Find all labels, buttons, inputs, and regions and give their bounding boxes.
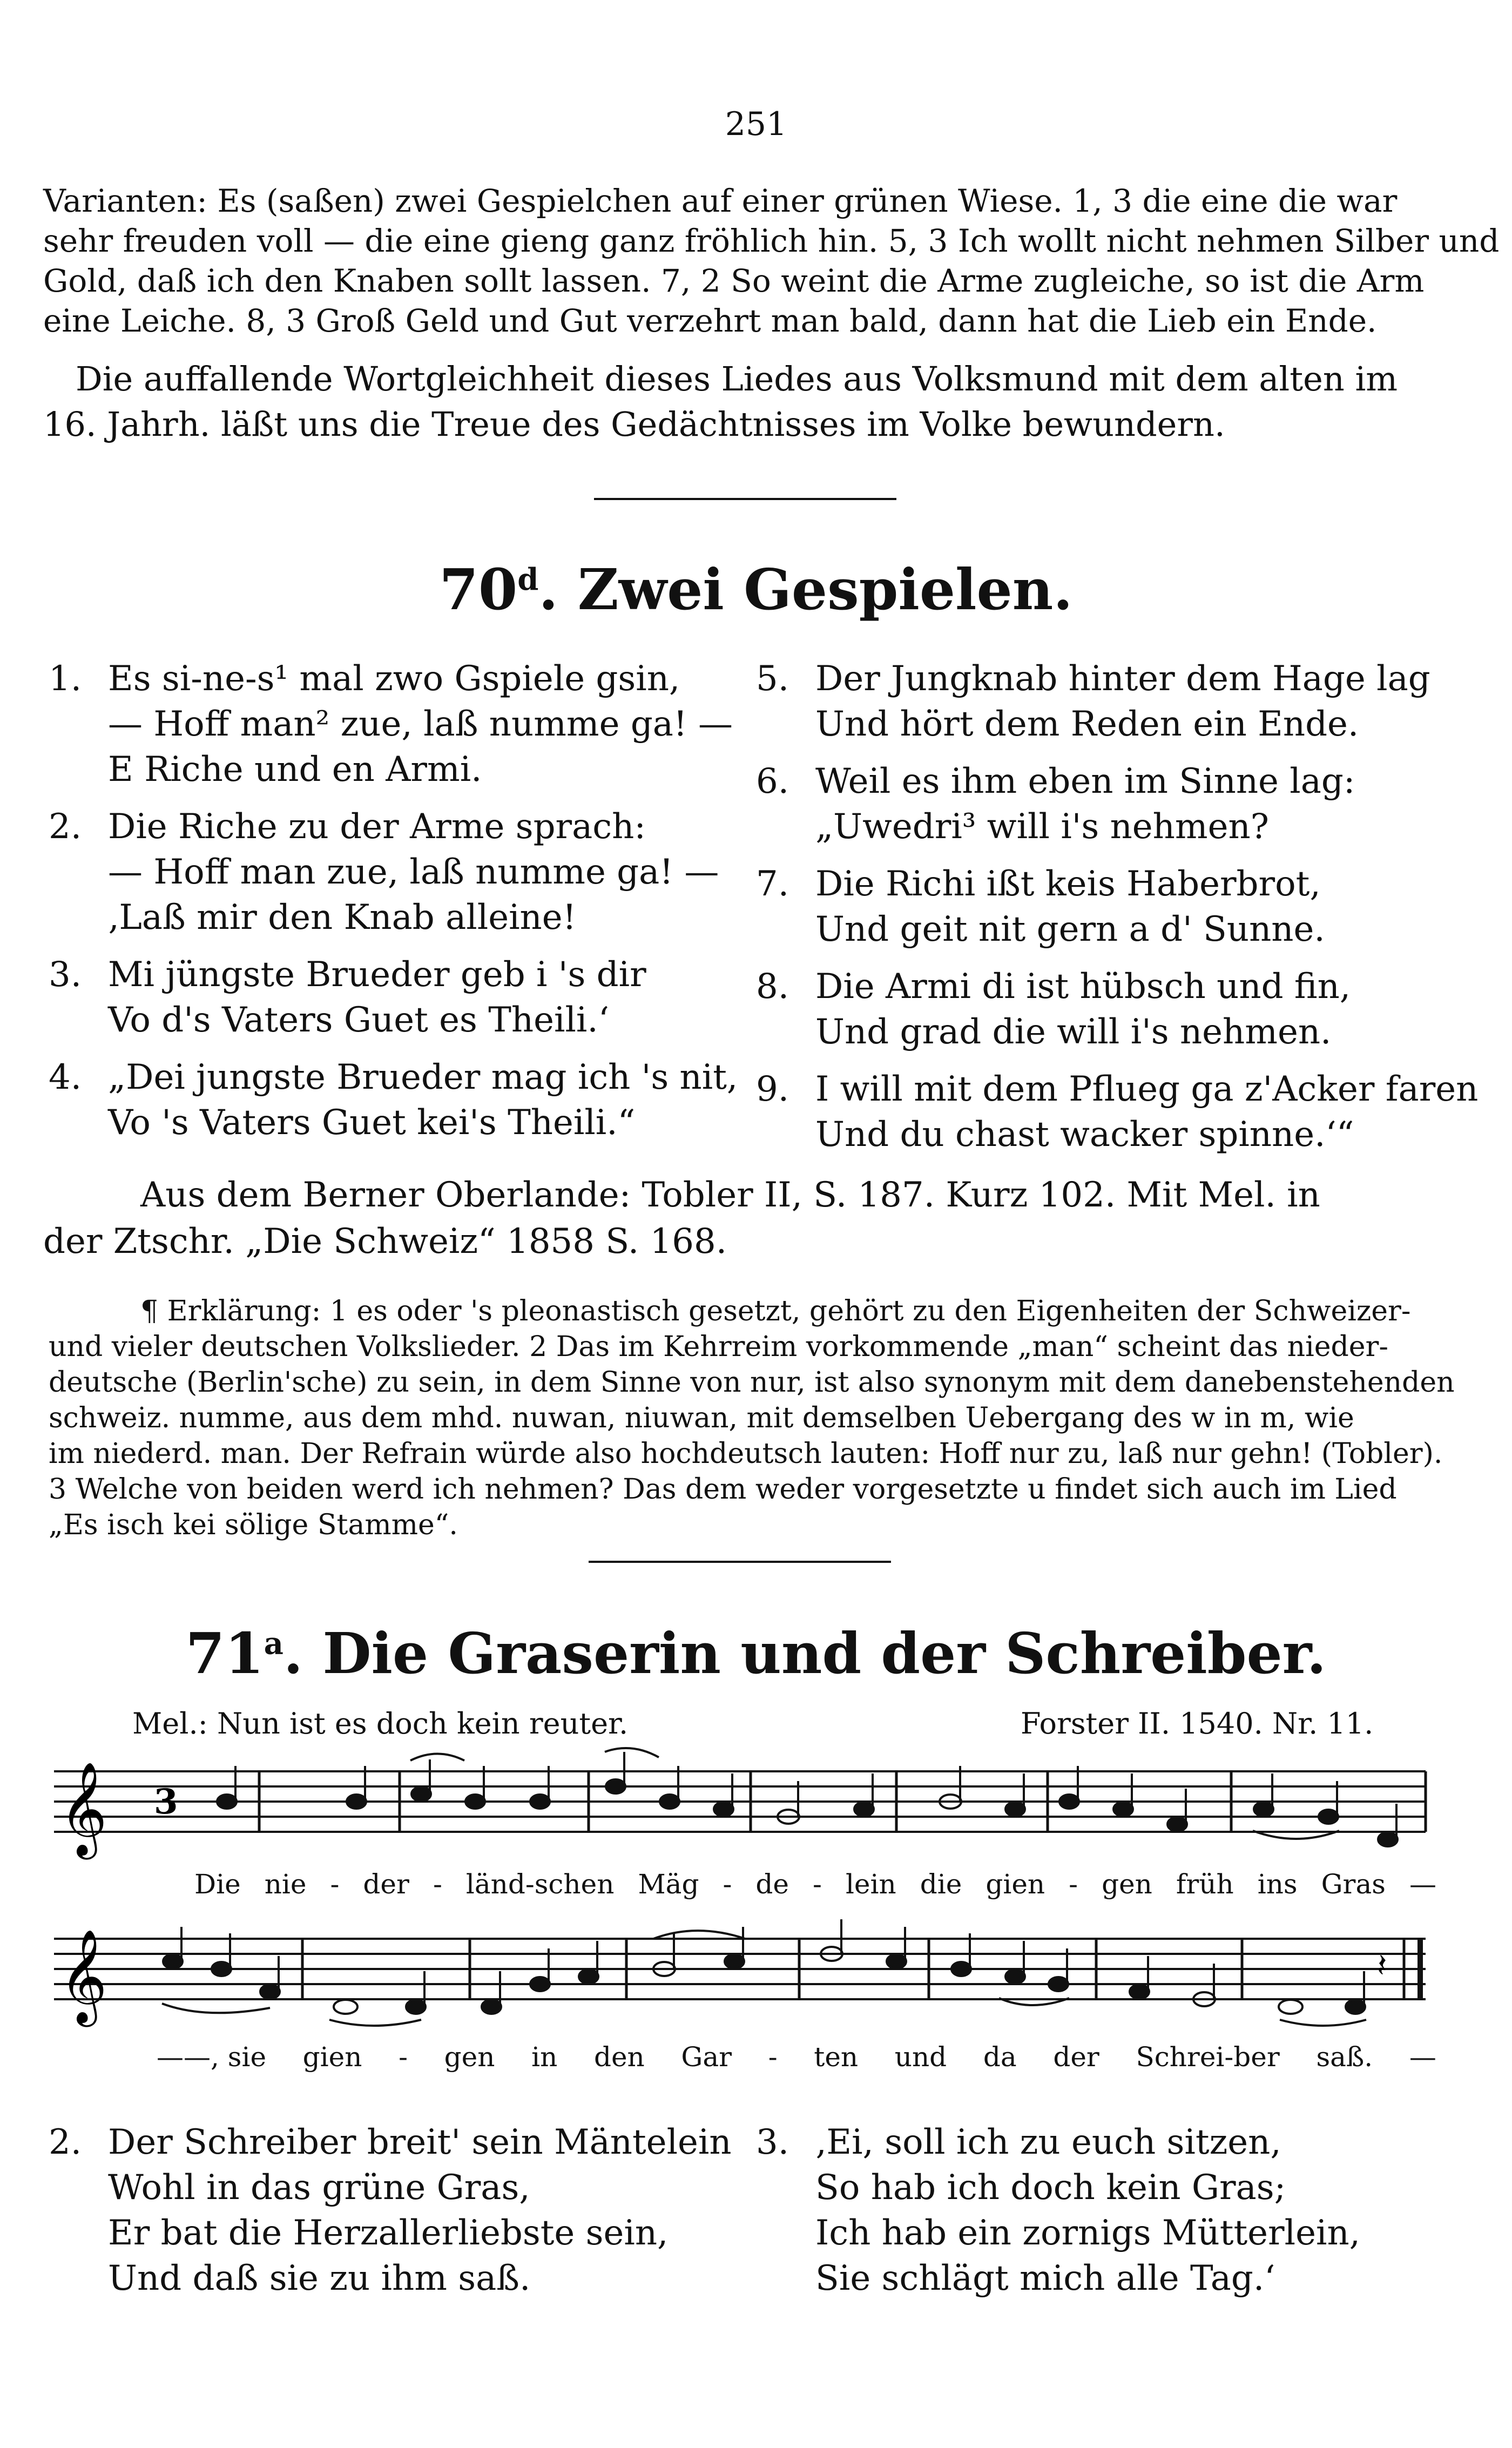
song-70-explanation: [49, 1293, 1474, 1543]
lyric-syllable: -: [723, 1869, 732, 1900]
lyric-syllable: saß.: [1316, 2041, 1373, 2073]
song-number-suffix: a: [264, 1626, 284, 1662]
lyric-syllable: ten: [814, 2041, 859, 2073]
stanza: [756, 759, 1480, 849]
verse-line: Und geit nit gern a d' Sunne.: [815, 909, 1325, 949]
song-70-title: 70$^d$. Zwei Gespielen.: [439, 556, 1073, 623]
song-title: Die Graserin und der Schreiber.: [322, 1620, 1327, 1687]
stanza-number: 2.: [49, 2122, 82, 2162]
lyric-syllable: die: [920, 1869, 962, 1900]
source-reference: Forster II. 1540. Nr. 11.: [1021, 1707, 1374, 1741]
verse-line: Mi jüngste Brueder geb i 's dir: [108, 955, 646, 995]
song-71-left-column: [49, 2120, 751, 2313]
stanza: [49, 804, 751, 940]
variants-line: eine Leiche. 8, 3 Groß Geld und Gut verzehrt man bald, dann hat die Lieb ein Ende.: [43, 302, 1377, 339]
slurs: [162, 1931, 1366, 2026]
verse-line: ‚Laß mir den Knab alleine!: [108, 898, 577, 938]
verse-line: „Uwedri³ will i's nehmen?: [815, 807, 1269, 847]
song-70-right-column: [756, 656, 1480, 1169]
explanation-line: und vieler deutschen Volkslieder. 2 Das im Kehrreim vorkommende „man“ scheint das nieder-: [49, 1331, 1388, 1363]
stanza: [49, 656, 751, 792]
stanza-number: 6.: [756, 761, 789, 801]
music-staff-1: [54, 1744, 1436, 1874]
lyric-syllable: der: [1053, 2041, 1099, 2073]
treble-clef-icon: 𝄞: [59, 1762, 107, 1856]
variants-paragraph: [43, 181, 1500, 341]
stanza: [756, 861, 1480, 952]
verse-line: Vo d's Vaters Guet es Theili.‘: [108, 1000, 610, 1040]
lyric-syllable: länd-schen: [465, 1869, 615, 1900]
lyric-syllable: —: [1409, 2041, 1436, 2073]
verse-line: Ich hab ein zornigs Mütterlein,: [815, 2213, 1360, 2253]
verse-line: Die Richi ißt keis Haberbrot,: [815, 864, 1321, 904]
verse-line: Es si-ne-s¹ mal zwo Gspiele gsin,: [108, 659, 680, 699]
song-title: Zwei Gespielen.: [577, 556, 1073, 623]
verse-line: Und hört dem Reden ein Ende.: [815, 704, 1359, 744]
stanza-number: 1.: [49, 659, 82, 699]
stanza: [49, 2120, 751, 2301]
verse-line: Und du chast wacker spinne.‘“: [815, 1115, 1354, 1155]
explanation-line: „Es isch kei sölige Stamme“.: [49, 1509, 458, 1541]
stanza-number: 2.: [49, 807, 82, 847]
stanza-number: 9.: [756, 1069, 789, 1109]
lyric-syllable: früh: [1176, 1869, 1234, 1900]
remark-paragraph: [43, 356, 1469, 447]
lyric-syllable: gen: [444, 2041, 495, 2073]
stanza-number: 3.: [49, 955, 82, 995]
variants-line: sehr freuden voll — die eine gieng ganz fröhlich hin. 5, 3 Ich wollt nicht nehmen Silber und: [43, 222, 1500, 259]
source-line: Aus dem Berner Oberlande: Tobler II, S. 187. Kurz 102. Mit Mel. in: [140, 1175, 1320, 1215]
music-staff-2: [54, 1912, 1436, 2041]
lyrics-line-2: [157, 2041, 1436, 2073]
stanza: [756, 1067, 1480, 1157]
page-number: 251: [725, 105, 787, 143]
lyric-syllable: Gras: [1321, 1869, 1386, 1900]
verse-line: — Hoff man² zue, laß numme ga! —: [108, 704, 733, 744]
lyric-syllable: -: [330, 1869, 340, 1900]
stanza: [49, 1055, 751, 1145]
verse-line: Vo 's Vaters Guet kei's Theili.“: [108, 1103, 636, 1143]
lyric-syllable: lein: [845, 1869, 896, 1900]
lyric-syllable: ins: [1257, 1869, 1298, 1900]
lyric-syllable: -: [399, 2041, 408, 2073]
stanza: [756, 2120, 1458, 2301]
verse-line: Die Armi di ist hübsch und fin,: [815, 967, 1351, 1007]
stanza: [49, 952, 751, 1043]
song-70-source: [43, 1172, 1469, 1265]
lyric-syllable: ——, sie: [157, 2041, 267, 2073]
explanation-line: 3 Welche von beiden werd ich nehmen? Das dem weder vorgesetzte u findet sich auch im Lied: [49, 1473, 1397, 1506]
verse-line: Der Jungknab hinter dem Hage lag: [815, 659, 1430, 699]
verse-line: So hab ich doch kein Gras;: [815, 2168, 1286, 2208]
stanza-number: 3.: [756, 2122, 789, 2162]
stanza-number: 4.: [49, 1057, 82, 1097]
verse-line: Wohl in das grüne Gras,: [108, 2168, 530, 2208]
source-line: der Ztschr. „Die Schweiz“ 1858 S. 168.: [43, 1222, 727, 1262]
treble-clef-icon: 𝄞: [59, 1929, 107, 2023]
lyric-syllable: Schrei-ber: [1136, 2041, 1280, 2073]
lyric-syllable: Gar: [681, 2041, 732, 2073]
lyric-syllable: -: [768, 2041, 778, 2073]
verse-line: „Dei jungste Brueder mag ich 's nit,: [108, 1057, 738, 1097]
section-divider: [589, 1561, 891, 1563]
remark-line: Die auffallende Wortgleichheit dieses Liedes aus Volksmund mit dem alten im: [76, 359, 1398, 399]
stanza-number: 7.: [756, 864, 789, 904]
lyric-syllable: gien: [986, 1869, 1045, 1900]
stanza: [756, 964, 1480, 1055]
lyric-syllable: de: [755, 1869, 789, 1900]
song-71-right-column: [756, 2120, 1458, 2313]
lyric-syllable: der: [363, 1869, 409, 1900]
verse-line: E Riche und en Armi.: [108, 750, 482, 790]
lyric-syllable: -: [1069, 1869, 1078, 1900]
stanza-number: 8.: [756, 967, 789, 1007]
verse-line: Und grad die will i's nehmen.: [815, 1012, 1332, 1052]
verse-line: Weil es ihm eben im Sinne lag:: [815, 761, 1355, 801]
section-divider: [594, 498, 896, 500]
song-70-left-column: [49, 656, 751, 1157]
explanation-line: deutsche (Berlin'sche) zu sein, in dem Sinne von nur, ist also synonym mit dem danebenstehenden: [49, 1366, 1455, 1399]
verse-line: Er bat die Herzallerliebste sein,: [108, 2213, 669, 2253]
song-number: 71: [185, 1620, 264, 1687]
lyric-syllable: -: [433, 1869, 442, 1900]
song-number-suffix: d: [517, 562, 539, 598]
lyric-syllable: Die: [194, 1869, 241, 1900]
remark-line: 16. Jahrh. läßt uns die Treue des Gedächtnisses im Volke bewundern.: [43, 404, 1225, 444]
lyric-syllable: da: [983, 2041, 1017, 2073]
verse-line: I will mit dem Pflueg ga z'Acker faren: [815, 1069, 1479, 1109]
explanation-line: im niederd. man. Der Refrain würde also hochdeutsch lauten: Hoff nur zu, laß nur gehn! (Tobler).: [49, 1438, 1443, 1470]
lyric-syllable: nie: [264, 1869, 307, 1900]
lyric-syllable: in: [531, 2041, 558, 2073]
lyric-syllable: -: [813, 1869, 822, 1900]
explanation-line: ¶ Erklärung: 1 es oder 's pleonastisch gesetzt, gehört zu den Eigenheiten der Schweizer-: [140, 1295, 1411, 1327]
verse-line: — Hoff man zue, laß numme ga! —: [108, 852, 719, 892]
variants-line: Gold, daß ich den Knaben sollt lassen. 7, 2 So weint die Arme zugleiche, so ist die Arm: [43, 262, 1425, 299]
verse-line: ‚Ei, soll ich zu euch sitzen,: [815, 2122, 1281, 2162]
verse-line: Der Schreiber breit' sein Mäntelein: [108, 2122, 732, 2162]
verse-line: Sie schlägt mich alle Tag.‘: [815, 2258, 1275, 2298]
song-number: 70: [439, 556, 518, 623]
verse-line: Die Riche zu der Arme sprach:: [108, 807, 646, 847]
variants-line: Varianten: Es (saßen) zwei Gespielchen auf einer grünen Wiese. 1, 3 die eine die war: [43, 183, 1398, 219]
rest-icon: 𝄽: [1377, 1947, 1387, 1985]
lyric-syllable: Mäg: [638, 1869, 699, 1900]
verse-line: Und daß sie zu ihm saß.: [108, 2258, 531, 2298]
song-71-title: 71$^a$. Die Graserin und der Schreiber.: [185, 1620, 1327, 1687]
stanza: [756, 656, 1480, 747]
explanation-line: schweiz. numme, aus dem mhd. nuwan, niuwan, mit demselben Uebergang des w in m, wie: [49, 1402, 1354, 1434]
melody-reference: Mel.: Nun ist es doch kein reuter.: [132, 1707, 629, 1741]
lyric-syllable: gien: [302, 2041, 362, 2073]
lyric-syllable: gen: [1102, 1869, 1152, 1900]
lyric-syllable: den: [593, 2041, 645, 2073]
time-signature: 3: [154, 1782, 178, 1822]
lyrics-line-1: [194, 1869, 1436, 1900]
stanza-number: 5.: [756, 659, 789, 699]
lyric-syllable: —: [1409, 1869, 1436, 1900]
lyric-syllable: und: [894, 2041, 947, 2073]
